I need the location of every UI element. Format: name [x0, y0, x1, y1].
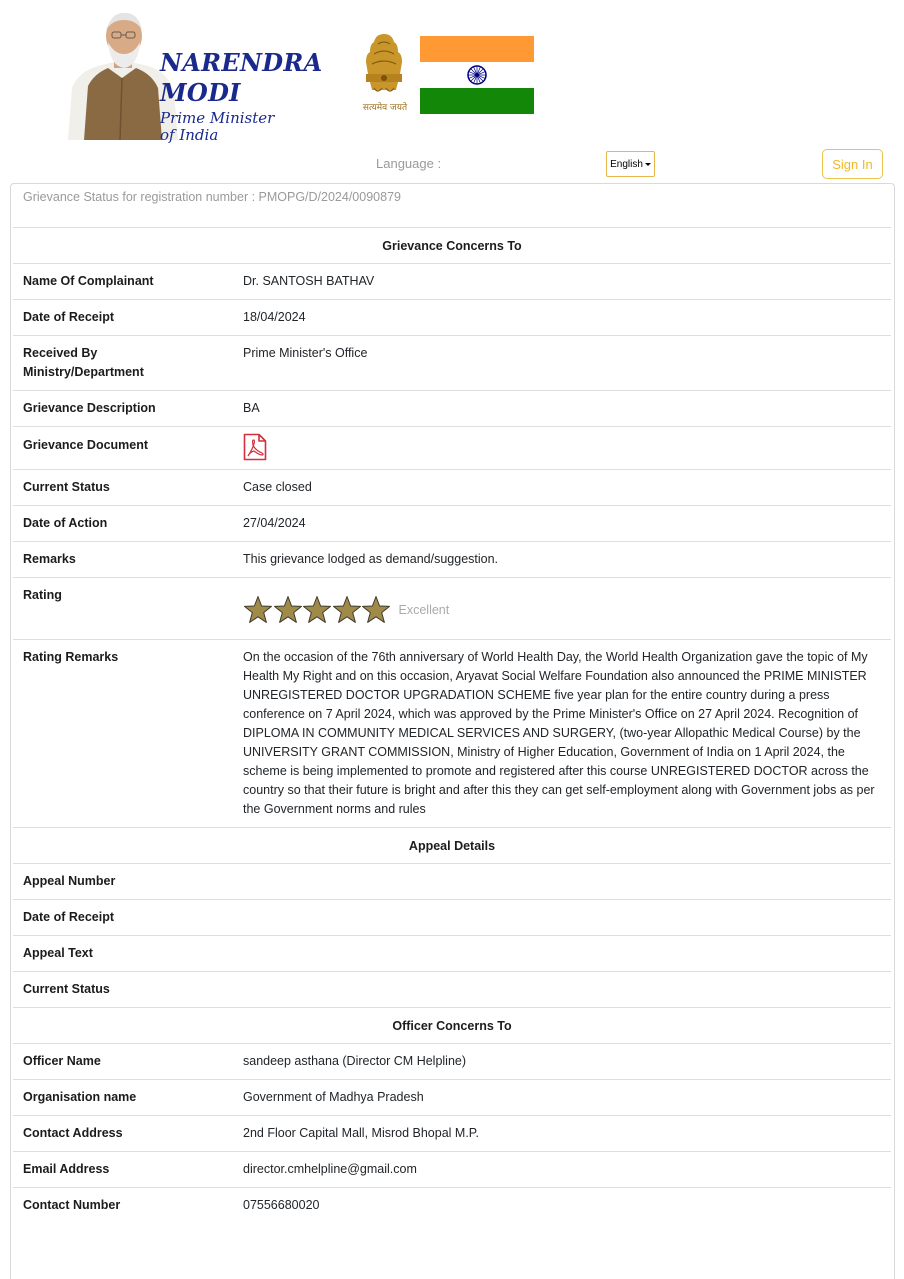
star-icon[interactable]	[332, 595, 362, 625]
organisation-name: Government of Madhya Pradesh	[243, 1090, 424, 1104]
pm-name-last: MODI	[160, 78, 241, 107]
current-status: Case closed	[243, 480, 312, 494]
row-label: Date of Receipt	[23, 310, 114, 324]
rating-stars	[243, 595, 881, 625]
rating-remarks: On the occasion of the 76th anniversary of World Health Day, the World Health Organization gave the topic of My Health My Right and on this occasion, Aryavat Social Welfare Foundation also announced the PRIME MINISTER UNREGISTERED DOCTOR UPGRADATION SCHEME five year plan for the entire country during a press conference on 7 April 2024, which was approved by the Prime Minister's Office on 27 April 2024. Recognition of DIPLOMA IN COMMUNITY MEDICAL SERVICES AND SURGERY, (two-year Allopathic Medical Course) by the UNIVERSITY GRANT COMMISSION, Ministry of Higher Education, Government of India on 1 April 2024, the scheme is being implemented to promote and registered after this course UNREGISTERED DOCTOR across the country so that their future is bright and after this they can get self-employment along with Government jobs as per the Government norms and rules	[243, 650, 875, 816]
star-icon[interactable]	[273, 595, 303, 625]
table-row	[13, 936, 891, 972]
row-label: Rating Remarks	[23, 650, 119, 664]
pm-name-first: NARENDRA	[160, 48, 323, 77]
contact-address: 2nd Floor Capital Mall, Misrod Bhopal M.P.	[243, 1126, 479, 1140]
language-dropdown[interactable]	[606, 151, 655, 177]
rating	[243, 578, 891, 639]
appeal-text	[243, 936, 891, 971]
sign-in-button[interactable]: Sign In	[822, 149, 883, 179]
pm-name-block	[160, 48, 323, 144]
language-value: English	[610, 158, 643, 170]
table-row	[13, 972, 891, 1008]
table-row	[13, 542, 891, 578]
row-label: Organisation name	[23, 1090, 137, 1104]
table-row	[13, 391, 891, 427]
row-label: Remarks	[23, 552, 76, 566]
section-grievance-concerns: Grievance Concerns To	[13, 228, 891, 264]
table-row	[13, 336, 891, 391]
table-row	[13, 506, 891, 542]
table-row	[13, 1044, 891, 1080]
table-row	[13, 578, 891, 640]
row-label: Contact Number	[23, 1198, 121, 1212]
row-label: Contact Address	[23, 1126, 123, 1140]
row-label: Grievance Description	[23, 401, 156, 415]
chevron-down-icon	[645, 163, 651, 166]
card-heading: Grievance Status for registration number : PMOPG/D/2024/0090879	[23, 190, 401, 204]
officer-name: sandeep asthana (Director CM Helpline)	[243, 1054, 467, 1068]
remarks: This grievance lodged as demand/suggestion.	[243, 552, 499, 566]
star-icon[interactable]	[361, 595, 391, 625]
table-row	[13, 900, 891, 936]
page-header	[0, 0, 904, 148]
date-of-receipt: 18/04/2024	[243, 310, 306, 324]
table-row	[13, 300, 891, 336]
pdf-icon[interactable]	[243, 433, 267, 461]
row-label: Appeal Text	[23, 946, 93, 960]
row-label: Name Of Complainant	[23, 274, 154, 288]
section-officer-concerns: Officer Concerns To	[13, 1008, 891, 1044]
row-label: Current Status	[23, 982, 110, 996]
row-label: Grievance Document	[23, 438, 149, 452]
table-row	[13, 1116, 891, 1152]
row-label: Email Address	[23, 1162, 110, 1176]
appeal-current-status	[243, 972, 891, 1007]
row-label: Current Status	[23, 480, 110, 494]
date-of-action: 27/04/2024	[243, 516, 306, 530]
complainant-name: Dr. SANTOSH BATHAV	[243, 274, 375, 288]
language-label: Language :	[376, 156, 442, 171]
email-address: director.cmhelpline@gmail.com	[243, 1162, 417, 1176]
table-row	[13, 470, 891, 506]
pm-title: Prime Minister of India	[160, 109, 275, 144]
row-label: Date of Receipt	[23, 910, 114, 924]
table-row	[13, 640, 891, 828]
table-row	[13, 1188, 891, 1223]
section-appeal-details: Appeal Details	[13, 828, 891, 864]
grievance-table	[13, 227, 891, 1223]
emblem-motto: सत्यमेव जयते	[362, 103, 408, 113]
received-by: Prime Minister's Office	[243, 346, 368, 360]
appeal-number	[243, 864, 891, 899]
table-row	[13, 427, 891, 470]
row-label: Date of Action	[23, 516, 108, 530]
grievance-description: BA	[243, 401, 260, 415]
star-icon[interactable]	[243, 595, 273, 625]
row-label: Officer Name	[23, 1054, 101, 1068]
rating-text: Excellent	[398, 602, 450, 617]
row-label: Received By Ministry/Department	[23, 346, 144, 379]
table-row	[13, 864, 891, 900]
indian-flag-icon	[420, 36, 534, 114]
grievance-document	[243, 427, 891, 469]
row-label: Appeal Number	[23, 874, 116, 888]
contact-number: 07556680020	[243, 1198, 320, 1212]
appeal-date-of-receipt	[243, 900, 891, 935]
table-row	[13, 1152, 891, 1188]
row-label: Rating	[23, 588, 62, 602]
table-row	[13, 1080, 891, 1116]
table-row	[13, 264, 891, 300]
star-icon[interactable]	[302, 595, 332, 625]
